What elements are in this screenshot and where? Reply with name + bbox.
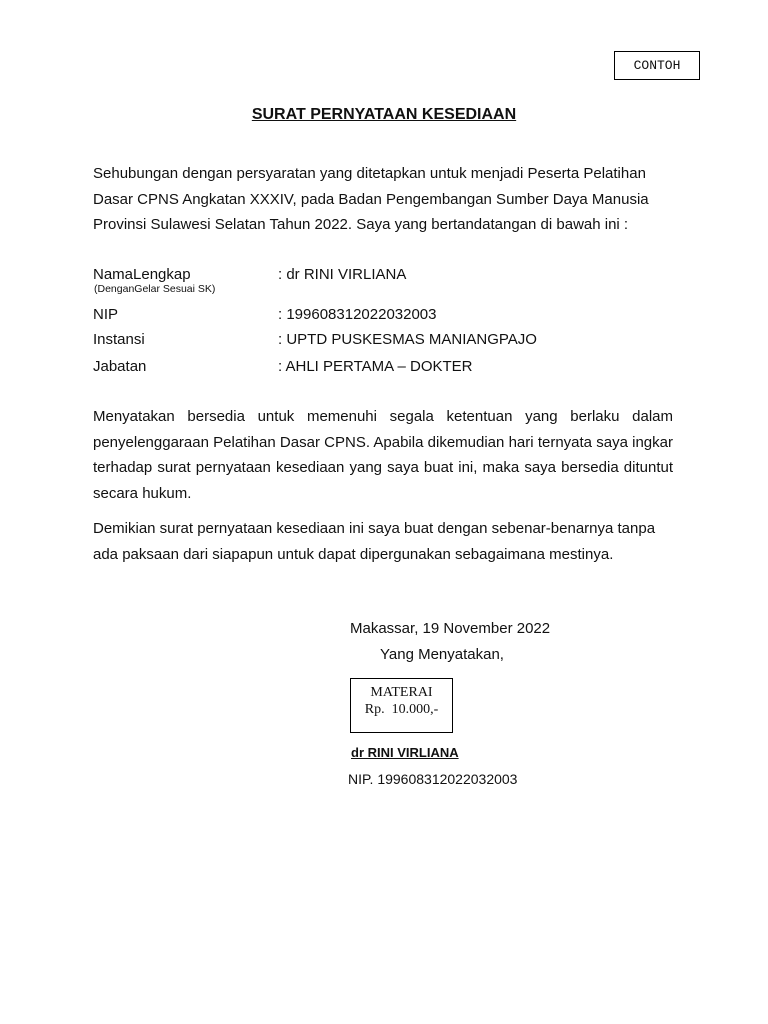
place-date: Makassar, 19 November 2022 xyxy=(350,620,551,637)
jabatan-label: Jabatan xyxy=(93,358,147,375)
statement-paragraph: Menyatakan bersedia untuk memenuhi segala ketentuan yang berlaku dalam penyelenggaraan Pelatihan Dasar CPNS. Apabila dikemudian hari ternyata saya ingkar terhadap surat pernyataan kesediaan yang saya buat ini, maka saya bersedia dituntut secara hukum. xyxy=(93,408,673,502)
contoh-badge: CONTOH xyxy=(614,51,700,80)
nip-value: : 199608312022032003 xyxy=(278,306,437,323)
intro-paragraph: Sehubungan dengan persyaratan yang ditetapkan untuk menjadi Peserta Pelatihan Dasar CPNS Angkatan XXXIV, pada Badan Pengembangan Sumber Daya Manusia Provinsi Sulawesi Selatan Tahun 2022. Saya yang bertandatangan di bawah ini : xyxy=(93,165,649,233)
nip-label: NIP xyxy=(93,306,119,323)
jabatan-value: : AHLI PERTAMA – DOKTER xyxy=(278,358,473,375)
instansi-value: : UPTD PUSKESMAS MANIANGPAJO xyxy=(278,331,537,348)
signer-name: dr RINI VIRLIANA xyxy=(351,745,459,760)
instansi-label: Instansi xyxy=(93,331,145,348)
name-label: NamaLengkap xyxy=(93,266,191,283)
declarant-label: Yang Menyatakan, xyxy=(380,646,504,663)
materai-stamp-box xyxy=(350,678,453,733)
name-value: : dr RINI VIRLIANA xyxy=(278,266,407,283)
signer-nip: NIP. 199608312022032003 xyxy=(348,771,518,787)
stamp-line-1: MATERAI xyxy=(370,685,433,700)
closing-paragraph: Demikian surat pernyataan kesediaan ini saya buat dengan sebenar-benarnya tanpa ada paksaan dari siapapun untuk dapat dipergunakan sebagaimana mestinya. xyxy=(93,520,656,563)
stamp-line-2: Rp. 10.000,- xyxy=(364,702,439,717)
document-title: SURAT PERNYATAAN KESEDIAAN xyxy=(251,106,517,123)
name-note: (DenganGelar Sesuai SK) xyxy=(94,283,216,295)
